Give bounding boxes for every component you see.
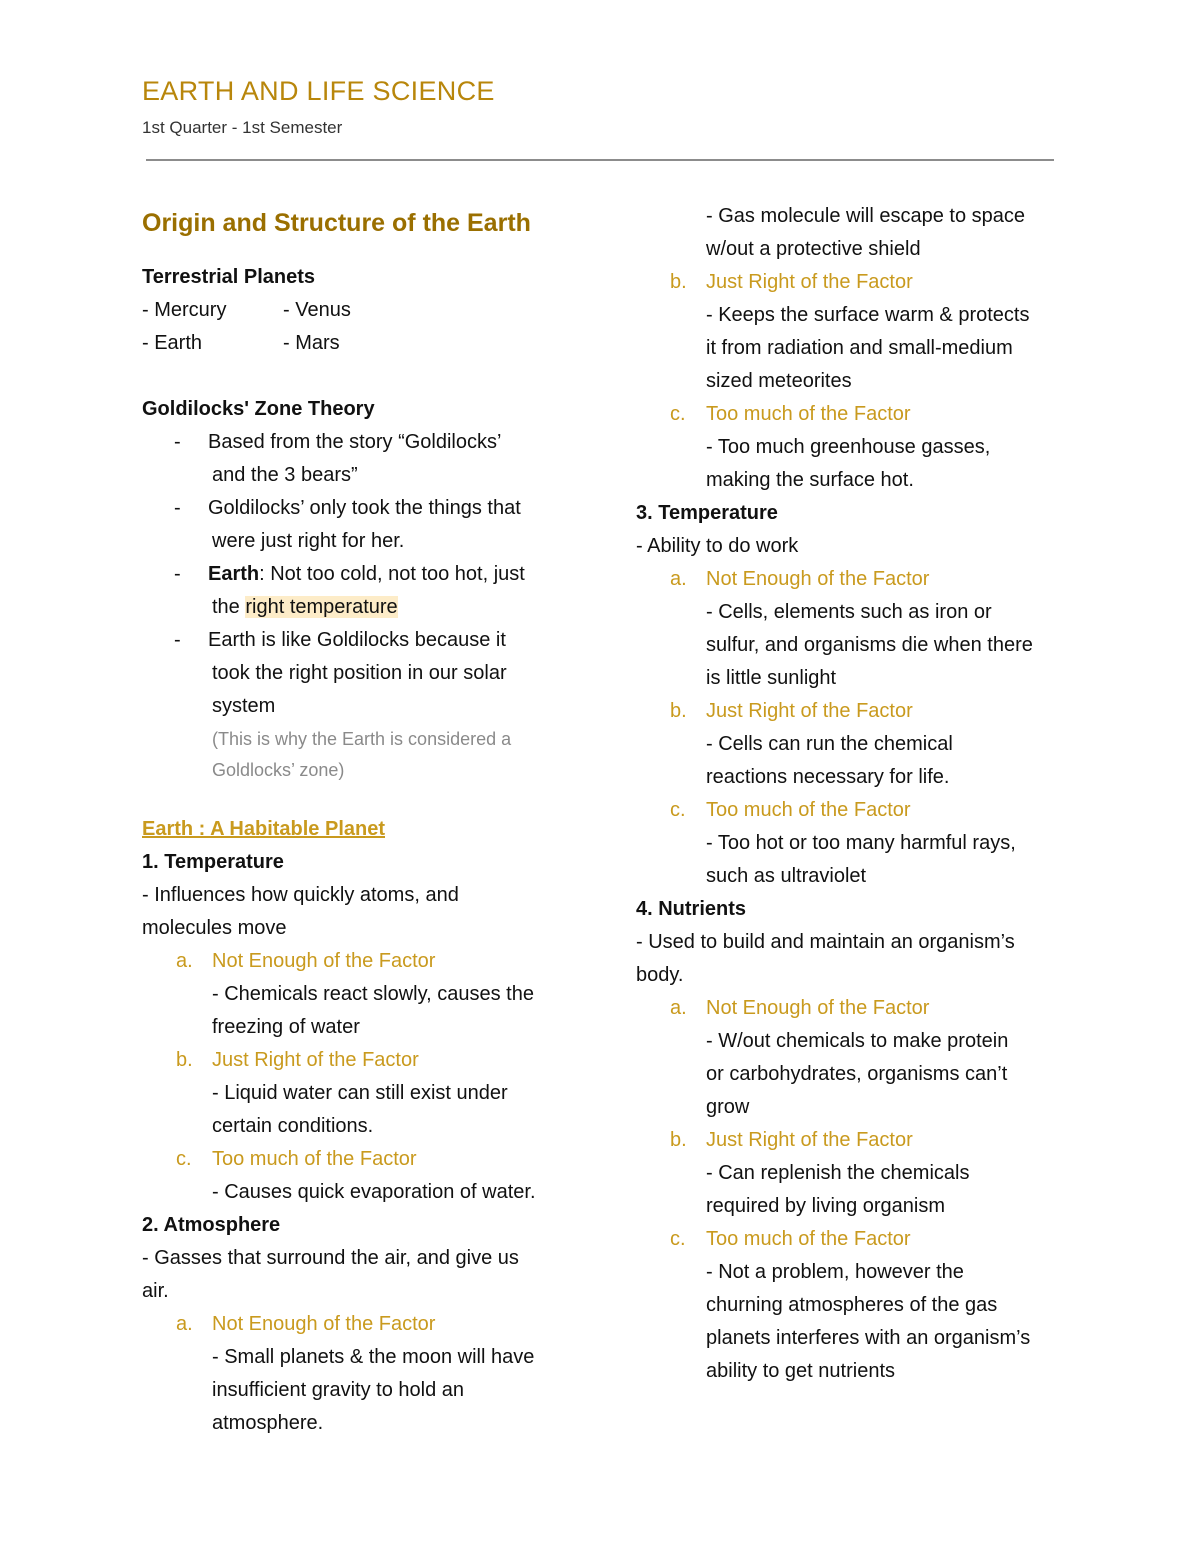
bullet-line: the right temperature bbox=[212, 596, 398, 618]
factor-heading: 2. Atmosphere bbox=[142, 1214, 281, 1236]
goldilocks-heading: Goldilocks' Zone Theory bbox=[142, 398, 375, 420]
list-item-a: a. Not Enough of the Factor bbox=[670, 568, 930, 590]
list-item-b: b. Just Right of the Factor bbox=[670, 1129, 913, 1151]
item-text: or carbohydrates, organisms can’t bbox=[706, 1063, 1008, 1085]
bullet-line: - Earth: Not too cold, not too hot, just bbox=[174, 563, 525, 585]
factor-heading: 1. Temperature bbox=[142, 851, 284, 873]
list-item-a: a. Not Enough of the Factor bbox=[176, 1313, 436, 1335]
item-text: - Cells, elements such as iron or bbox=[706, 601, 992, 623]
bullet-line: - Earth is like Goldilocks because it bbox=[174, 629, 506, 651]
item-text: freezing of water bbox=[212, 1016, 360, 1038]
item-text: - Small planets & the moon will have bbox=[212, 1346, 535, 1368]
planet-item: - Earth bbox=[142, 332, 203, 354]
item-text: - Too much greenhouse gasses, bbox=[706, 436, 991, 458]
list-item-c: c. Too much of the Factor bbox=[670, 799, 911, 821]
item-text: insufficient gravity to hold an bbox=[212, 1379, 465, 1401]
item-text: certain conditions. bbox=[212, 1115, 374, 1137]
left-column bbox=[142, 203, 582, 1440]
note-line: Goldlocks’ zone) bbox=[212, 760, 345, 780]
item-text: making the surface hot. bbox=[706, 469, 914, 491]
right-column bbox=[636, 200, 1076, 1388]
list-item-c: c. Too much of the Factor bbox=[176, 1148, 417, 1170]
document-subtitle: 1st Quarter - 1st Semester bbox=[142, 118, 343, 137]
terrestrial-heading: Terrestrial Planets bbox=[142, 266, 316, 288]
planet-row bbox=[142, 294, 582, 327]
header-divider bbox=[146, 159, 1054, 161]
item-text: it from radiation and small-medium bbox=[706, 337, 1013, 359]
factor-desc: - Gasses that surround the air, and give us bbox=[142, 1247, 519, 1269]
item-text: is little sunlight bbox=[706, 667, 837, 689]
planet-row bbox=[142, 327, 582, 360]
item-text: grow bbox=[706, 1096, 750, 1118]
item-text: planets interferes with an organism’s bbox=[706, 1327, 1031, 1349]
section-title: Origin and Structure of the Earth bbox=[142, 209, 531, 237]
bullet-line: - Goldilocks’ only took the things that bbox=[174, 497, 521, 519]
item-text: w/out a protective shield bbox=[706, 238, 921, 260]
factor-desc: - Ability to do work bbox=[636, 535, 799, 557]
factor-desc: - Used to build and maintain an organism’s bbox=[636, 931, 1015, 953]
item-text: atmosphere. bbox=[212, 1412, 324, 1434]
highlighted-text: right temperature bbox=[245, 596, 398, 618]
item-text: - Can replenish the chemicals bbox=[706, 1162, 970, 1184]
planet-item: - Mercury bbox=[142, 299, 227, 321]
item-text: - Liquid water can still exist under bbox=[212, 1082, 508, 1104]
planet-item: - Mars bbox=[283, 332, 340, 354]
bullet-line: system bbox=[212, 695, 276, 717]
list-item-b: b. Just Right of the Factor bbox=[670, 700, 913, 722]
bullet-line: - Based from the story “Goldilocks’ bbox=[174, 431, 502, 453]
habitable-heading: Earth : A Habitable Planet bbox=[142, 818, 386, 840]
bullet-line: took the right position in our solar bbox=[212, 662, 507, 684]
item-text: such as ultraviolet bbox=[706, 865, 867, 887]
item-text: sulfur, and organisms die when there bbox=[706, 634, 1033, 656]
factor-desc: body. bbox=[636, 964, 684, 986]
factor-desc: - Influences how quickly atoms, and bbox=[142, 884, 459, 906]
bullet-line: and the 3 bears” bbox=[212, 464, 358, 486]
document-title: EARTH AND LIFE SCIENCE bbox=[142, 76, 495, 106]
list-item-b: b. Just Right of the Factor bbox=[176, 1049, 419, 1071]
item-text: - Chemicals react slowly, causes the bbox=[212, 983, 534, 1005]
item-text: required by living organism bbox=[706, 1195, 946, 1217]
factor-heading: 3. Temperature bbox=[636, 502, 778, 524]
item-text: - Causes quick evaporation of water. bbox=[212, 1181, 536, 1203]
item-text: reactions necessary for life. bbox=[706, 766, 950, 788]
item-text: - Gas molecule will escape to space bbox=[706, 205, 1026, 227]
list-item-a: a. Not Enough of the Factor bbox=[670, 997, 930, 1019]
list-item-b: b. Just Right of the Factor bbox=[670, 271, 913, 293]
factor-heading: 4. Nutrients bbox=[636, 898, 747, 920]
item-text: ability to get nutrients bbox=[706, 1360, 895, 1382]
list-item-a: a. Not Enough of the Factor bbox=[176, 950, 436, 972]
list-item-c: c. Too much of the Factor bbox=[670, 403, 911, 425]
note-line: (This is why the Earth is considered a bbox=[212, 729, 512, 749]
item-text: - Too hot or too many harmful rays, bbox=[706, 832, 1016, 854]
factor-desc: air. bbox=[142, 1280, 169, 1302]
bullet-line: were just right for her. bbox=[212, 530, 405, 552]
factor-desc: molecules move bbox=[142, 917, 287, 939]
item-text: - W/out chemicals to make protein bbox=[706, 1030, 1009, 1052]
item-text: - Cells can run the chemical bbox=[706, 733, 953, 755]
planet-item: - Venus bbox=[283, 299, 351, 321]
item-text: - Not a problem, however the bbox=[706, 1261, 964, 1283]
list-item-c: c. Too much of the Factor bbox=[670, 1228, 911, 1250]
item-text: - Keeps the surface warm & protects bbox=[706, 304, 1030, 326]
item-text: sized meteorites bbox=[706, 370, 852, 392]
item-text: churning atmospheres of the gas bbox=[706, 1294, 998, 1316]
